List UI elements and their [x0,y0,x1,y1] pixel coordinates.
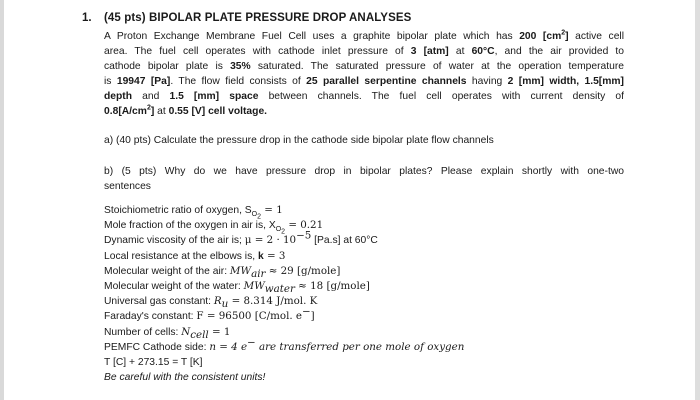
oxygen-mole-fraction: Mole fraction of the oxygen in air is, $X_{O_2} = 0.21$ [104,219,324,236]
question-number: 1. [82,12,92,24]
water-molecular-weight: Molecular weight of the water: $MW_{water} \approx 18$ [g/mole] [104,280,370,296]
problem-statement [104,29,624,119]
statement-line-2: area. The fuel cell operates with cathode inlet pressure of 3 [atm] at 60°C, and the air provided to [104,46,625,57]
pemfc-cathode-side: PEMFC Cathode side: n = 4 e− are transferred per one mole of oxygen [104,336,465,353]
part-b-line-1: b) (5 pts) Why do we have pressure drop in bipolar plates? Please explain shortly with one-two [104,166,624,177]
dynamic-viscosity: Dynamic viscosity of the air is; $\mu = 2 \cdot 10^{-5}$ [Pa.s] at 60°C [104,229,378,247]
statement-line-4: is 19947 [Pa]. The flow field consists of 25 parallel serpentine channels having 2 [mm] width, 1.5[mm] [104,76,624,87]
part-b-line-2: sentences [104,181,151,192]
given-data-list [104,203,464,385]
right-edge-shadow [695,0,700,400]
elbow-resistance: Local resistance at the elbows is, k = 3 [104,249,286,262]
part-b-question [104,164,624,194]
question-title: (45 pts) BIPOLAR PLATE PRESSURE DROP ANALYSES [104,12,412,24]
gas-constant: Universal gas constant: $R_u = 8.314$ J/mol. K [104,295,318,311]
units-warning: Be careful with the consistent units! [104,372,266,384]
statement-line-6: $0.8[A/cm^2]$ at 0.55 [V] cell voltage. [104,104,268,117]
stoichiometric-ratio: Stoichiometric ratio of oxygen, $S_{O_2} = 1$ [104,204,283,221]
air-molecular-weight: Molecular weight of the air: $MW_{air} \approx 29$ [g/mole] [104,264,341,280]
left-edge-shadow [0,0,4,400]
statement-line-1: A Proton Exchange Membrane Fuel Cell uses a graphite bipolar plate which has 200 $[cm^2]$ active cell [104,29,624,42]
number-of-cells: Number of cells: $N_{cell} = 1$ [104,325,231,341]
temperature-conversion: T [C] + 273.15 = T [K] [104,357,203,369]
statement-line-5: depth and 1.5 [mm] space between channels. The fuel cell operates with current density of [104,91,625,102]
part-a-question: a) (40 pts) Calculate the pressure drop in the cathode side bipolar plate flow channels [104,135,494,146]
statement-line-3: cathode bipolar plate is 35% saturated. The saturated pressure of water at the operation temperature [104,61,624,72]
faraday-constant: Faraday's constant: F = 96500 [C/mol. e−] [104,306,315,323]
